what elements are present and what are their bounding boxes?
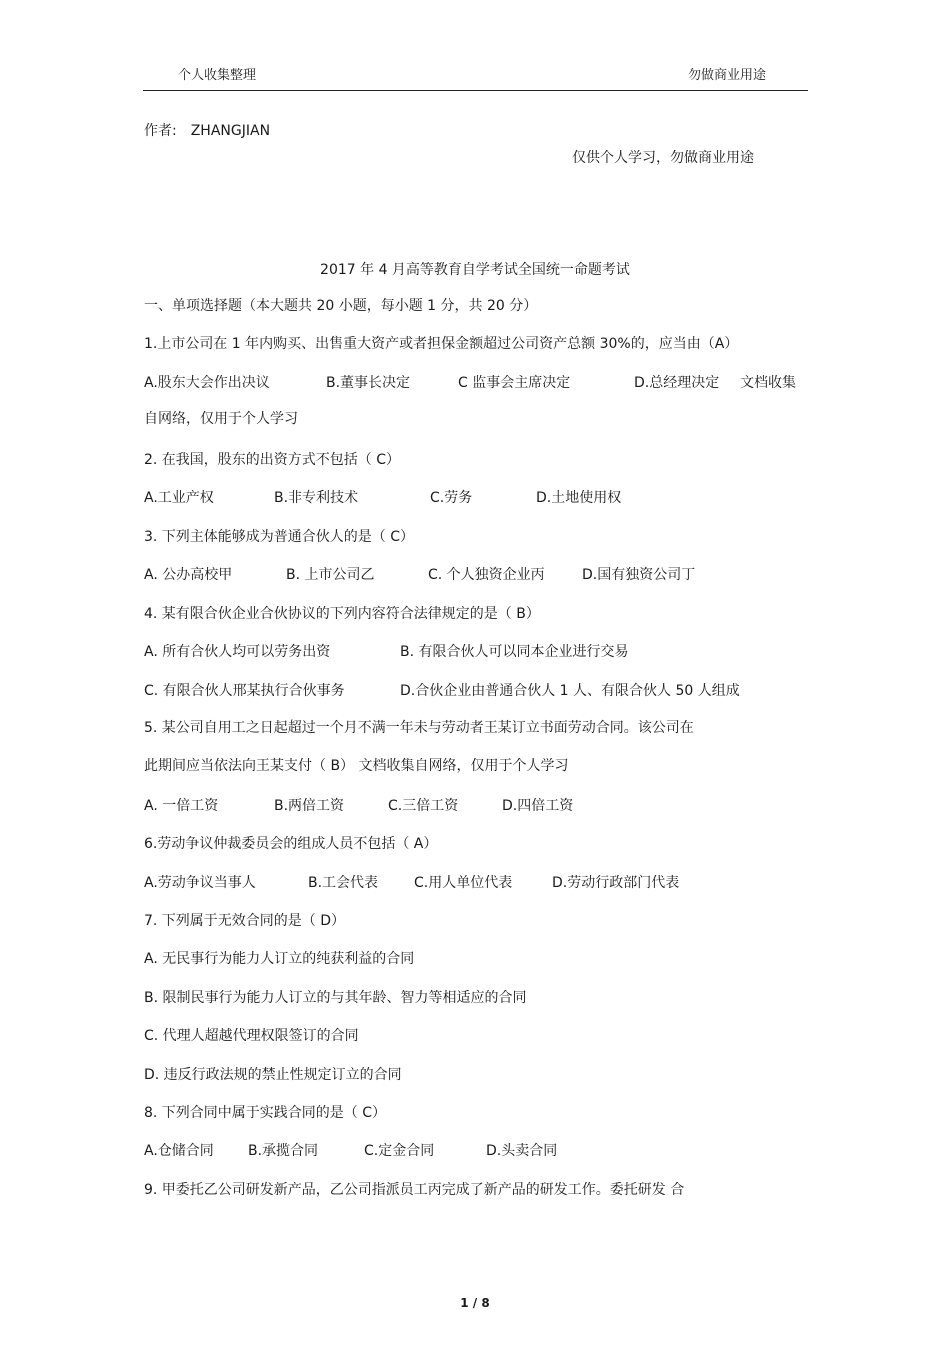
option: A. 一倍工资: [144, 798, 219, 814]
section-heading: 一、单项选择题（本大题共 20 小题，每小题 1 分，共 20 分）: [144, 298, 538, 314]
option: D.合伙企业由普通合伙人 1 人、有限合伙人 50 人组成: [400, 683, 740, 699]
text-line: D. 违反行政法规的禁止性规定订立的合同: [144, 1067, 402, 1083]
question-line: 7. 下列属于无效合同的是（ D）: [144, 913, 346, 929]
option: C.劳务: [430, 490, 473, 506]
question-line: 3. 下列主体能够成为普通合伙人的是（ C）: [144, 529, 415, 545]
option: A. 所有合伙人均可以劳务出资: [144, 644, 331, 660]
option: A.股东大会作出决议: [144, 375, 270, 391]
option: A. 公办高校甲: [144, 567, 233, 583]
option: C.定金合同: [364, 1143, 435, 1159]
question-line: 8. 下列合同中属于实践合同的是（ C）: [144, 1105, 387, 1121]
option: B. 有限合伙人可以同本企业进行交易: [400, 644, 629, 660]
question-line: 1.上市公司在 1 年内购买、出售重大资产或者担保金额超过公司资产总额 30%的，应当由（A）: [144, 336, 739, 352]
option: D.四倍工资: [502, 798, 574, 814]
option: B.工会代表: [308, 875, 379, 891]
option: D.国有独资公司丁: [582, 567, 696, 583]
question-line: 4. 某有限合伙企业合伙协议的下列内容符合法律规定的是（ B）: [144, 606, 540, 622]
option: C. 个人独资企业丙: [428, 567, 545, 583]
text-line: 此期间应当依法向王某支付（ B） 文档收集自网络，仅用于个人学习: [144, 758, 569, 774]
usage-notice: 仅供个人学习，勿做商业用途: [572, 150, 754, 166]
option: A.仓储合同: [144, 1143, 214, 1159]
option: B. 上市公司乙: [286, 567, 375, 583]
option: D.头卖合同: [486, 1143, 558, 1159]
option: B.董事长决定: [326, 375, 411, 391]
header-rule: [143, 90, 808, 91]
author-line: [144, 120, 270, 140]
option: B.承揽合同: [248, 1143, 319, 1159]
question-line: 6.劳动争议仲裁委员会的组成人员不包括（ A）: [144, 836, 438, 852]
text-line: B. 限制民事行为能力人订立的与其年龄、智力等相适应的合同: [144, 990, 527, 1006]
option: D.总经理决定: [634, 375, 720, 391]
question-line: 5. 某公司自用工之日起超过一个月不满一年未与劳动者王某订立书面劳动合同。该公司在: [144, 720, 694, 736]
option: D.土地使用权: [536, 490, 622, 506]
text-line: C. 代理人超越代理权限签订的合同: [144, 1028, 359, 1044]
question-line: 2. 在我国，股东的出资方式不包括（ C）: [144, 452, 401, 468]
option: B.两倍工资: [274, 798, 345, 814]
header-right: 勿做商业用途: [688, 68, 767, 83]
exam-title: 2017 年 4 月高等教育自学考试全国统一命题考试: [320, 262, 630, 278]
question-line: 9. 甲委托乙公司研发新产品，乙公司指派员工丙完成了新产品的研发工作。委托研发 合: [144, 1182, 685, 1198]
option: D.劳动行政部门代表: [552, 875, 680, 891]
option: C. 有限合伙人邢某执行合伙事务: [144, 683, 345, 699]
option: A.劳动争议当事人: [144, 875, 256, 891]
option: C 监事会主席决定: [458, 375, 571, 391]
option: A.工业产权: [144, 490, 214, 506]
text-line: A. 无民事行为能力人订立的纯获利益的合同: [144, 951, 415, 967]
option: C.三倍工资: [388, 798, 459, 814]
header-left: 个人收集整理: [178, 68, 257, 83]
option: 文档收集: [740, 375, 796, 391]
option: B.非专利技术: [274, 490, 359, 506]
text-line: 自网络，仅用于个人学习: [144, 411, 298, 427]
page-number: 1 / 8: [460, 1296, 490, 1310]
option: C.用人单位代表: [414, 875, 513, 891]
author-label: 作者:: [144, 123, 177, 139]
author-name: ZHANGJIAN: [190, 123, 271, 139]
